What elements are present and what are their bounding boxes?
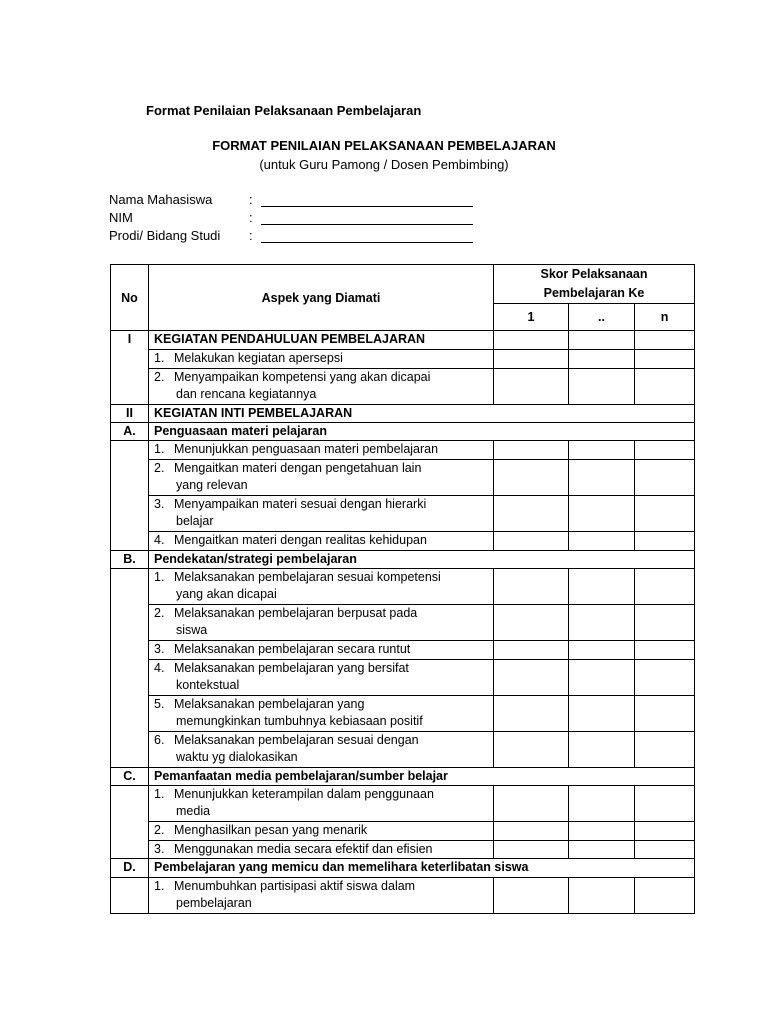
subsection-no: C. — [111, 768, 149, 786]
score-cell[interactable] — [494, 786, 569, 822]
item-number: 2. — [154, 461, 165, 475]
item-text: Melaksanakan pembelajaran berpusat pada — [174, 606, 418, 620]
item-number: 1. — [154, 442, 165, 456]
table-row — [111, 350, 695, 369]
item-number: 2. — [154, 370, 165, 384]
score-cell[interactable] — [569, 331, 635, 350]
score-header-line1: Skor Pelaksanaan — [540, 267, 648, 281]
score-cell[interactable] — [635, 569, 695, 605]
item-text: Menunjukkan penguasaan materi pembelajaran — [174, 442, 439, 456]
score-cell[interactable] — [494, 569, 569, 605]
item-number: 4. — [154, 533, 165, 547]
score-cell[interactable] — [635, 641, 695, 660]
score-cell[interactable] — [569, 641, 635, 660]
score-col-n: n — [635, 304, 695, 331]
score-cell[interactable] — [569, 569, 635, 605]
form-title: FORMAT PENILAIAN PELAKSANAAN PEMBELAJARAN — [212, 138, 556, 153]
table-row — [111, 641, 695, 660]
score-cell[interactable] — [635, 605, 695, 641]
field-colon: : — [249, 228, 253, 243]
table-row — [111, 878, 695, 914]
score-cell[interactable] — [494, 841, 569, 859]
score-cell[interactable] — [569, 441, 635, 460]
score-cell[interactable] — [569, 732, 635, 768]
score-cell[interactable] — [494, 350, 569, 369]
item-text: Menghasilkan pesan yang menarik — [174, 823, 368, 837]
item-text: Menumbuhkan partisipasi aktif siswa dalam — [174, 879, 416, 893]
score-cell[interactable] — [494, 532, 569, 551]
item-text-cont: dan rencana kegiatannya — [176, 387, 317, 401]
score-cell[interactable] — [494, 369, 569, 405]
col-header-aspect: Aspek yang Diamati — [149, 265, 494, 331]
item-text: Menunjukkan keterampilan dalam penggunaan — [174, 787, 434, 801]
subsection-title: Pemanfaatan media pembelajaran/sumber belajar — [149, 768, 695, 786]
aspect-item — [149, 786, 494, 822]
score-cell[interactable] — [494, 441, 569, 460]
aspect-item — [149, 569, 494, 605]
score-cell[interactable] — [569, 660, 635, 696]
item-number: 5. — [154, 697, 165, 711]
subsection-row-B — [111, 551, 695, 569]
evaluation-table — [110, 264, 695, 914]
aspect-item — [149, 696, 494, 732]
item-number: 4. — [154, 661, 165, 675]
item-text-cont: pembelajaran — [176, 896, 252, 910]
table-row — [111, 841, 695, 859]
score-cell[interactable] — [635, 732, 695, 768]
score-cell[interactable] — [569, 369, 635, 405]
subsection-no: D. — [111, 859, 149, 878]
subsection-no: B. — [111, 551, 149, 569]
subsection-title: Pembelajaran yang memicu dan memelihara keterlibatan siswa — [149, 859, 695, 878]
col-header-score — [494, 265, 695, 304]
score-cell[interactable] — [635, 350, 695, 369]
score-cell[interactable] — [635, 878, 695, 914]
aspect-item — [149, 605, 494, 641]
score-cell[interactable] — [569, 878, 635, 914]
section-no: II — [111, 405, 149, 423]
no-cell — [111, 878, 149, 914]
score-cell[interactable] — [569, 786, 635, 822]
item-text: Melaksanakan pembelajaran yang — [174, 697, 365, 711]
no-cell — [111, 786, 149, 859]
item-text-cont: siswa — [176, 623, 208, 637]
item-number: 3. — [154, 642, 165, 656]
item-number: 3. — [154, 497, 165, 511]
aspect-item — [149, 822, 494, 841]
aspect-item — [149, 460, 494, 496]
item-text-cont: yang akan dicapai — [176, 587, 277, 601]
subsection-title: Penguasaan materi pelajaran — [149, 423, 695, 441]
table-row — [111, 441, 695, 460]
score-cell[interactable] — [569, 822, 635, 841]
aspect-item — [149, 369, 494, 405]
score-cell[interactable] — [494, 696, 569, 732]
score-cell[interactable] — [635, 441, 695, 460]
item-text-cont: belajar — [176, 514, 214, 528]
table-row — [111, 369, 695, 405]
item-text: Melaksanakan pembelajaran yang bersifat — [174, 661, 409, 675]
score-cell[interactable] — [494, 660, 569, 696]
table-row — [111, 660, 695, 696]
no-cell — [111, 441, 149, 551]
score-cell[interactable] — [569, 350, 635, 369]
table-row — [111, 569, 695, 605]
score-cell[interactable] — [494, 331, 569, 350]
item-number: 1. — [154, 351, 165, 365]
field-label: Nama Mahasiswa — [109, 192, 213, 207]
score-cell[interactable] — [569, 460, 635, 496]
blank-line-prodi[interactable] — [261, 242, 473, 243]
aspect-item — [149, 732, 494, 768]
item-text: Mengaitkan materi dengan pengetahuan lain — [174, 461, 422, 475]
aspect-item — [149, 660, 494, 696]
aspect-item — [149, 841, 494, 859]
score-cell[interactable] — [494, 460, 569, 496]
score-cell[interactable] — [494, 732, 569, 768]
subsection-row-D — [111, 859, 695, 878]
table-row — [111, 696, 695, 732]
no-cell — [111, 569, 149, 768]
section-title: KEGIATAN PENDAHULUAN PEMBELAJARAN — [149, 331, 494, 350]
item-text-cont: waktu yg dialokasikan — [176, 750, 298, 764]
score-cell[interactable] — [494, 822, 569, 841]
aspect-item — [149, 441, 494, 460]
score-cell[interactable] — [494, 878, 569, 914]
table-row — [111, 460, 695, 496]
subsection-no: A. — [111, 423, 149, 441]
score-cell[interactable] — [569, 496, 635, 532]
item-text: Melaksanakan pembelajaran sesuai kompetensi — [174, 570, 441, 584]
item-text-cont: media — [176, 804, 211, 818]
item-text: Melaksanakan pembelajaran sesuai dengan — [174, 733, 419, 747]
item-text: Melakukan kegiatan apersepsi — [174, 351, 343, 365]
item-text-cont: memungkinkan tumbuhnya kebiasaan positif — [176, 714, 423, 728]
score-cell[interactable] — [635, 532, 695, 551]
item-number: 1. — [154, 879, 165, 893]
table-row — [111, 732, 695, 768]
table-row — [111, 786, 695, 822]
aspect-item — [149, 532, 494, 551]
item-text: Melaksanakan pembelajaran secara runtut — [174, 642, 411, 656]
blank-line-nama[interactable] — [261, 206, 473, 207]
item-number: 6. — [154, 733, 165, 747]
blank-line-nim[interactable] — [261, 224, 473, 225]
score-cell[interactable] — [635, 841, 695, 859]
score-cell[interactable] — [635, 822, 695, 841]
score-cell[interactable] — [635, 496, 695, 532]
score-col-1: 1 — [494, 304, 569, 331]
item-number: 2. — [154, 606, 165, 620]
score-cell[interactable] — [569, 841, 635, 859]
header-title: Format Penilaian Pelaksanaan Pembelajaran — [146, 103, 422, 118]
item-text-cont: kontekstual — [176, 678, 240, 692]
table-row — [111, 496, 695, 532]
section-row-II — [111, 405, 695, 423]
table-row — [111, 532, 695, 551]
item-text-cont: yang relevan — [176, 478, 248, 492]
aspect-item — [149, 878, 494, 914]
score-cell[interactable] — [569, 532, 635, 551]
score-cell[interactable] — [635, 460, 695, 496]
table-row — [111, 605, 695, 641]
score-cell[interactable] — [635, 660, 695, 696]
score-cell[interactable] — [494, 496, 569, 532]
aspect-item — [149, 496, 494, 532]
item-text: Menggunakan media secara efektif dan efisien — [174, 842, 433, 856]
item-number: 2. — [154, 823, 165, 837]
section-title: KEGIATAN INTI PEMBELAJARAN — [149, 405, 695, 423]
field-label: NIM — [109, 210, 133, 225]
item-text: Mengaitkan materi dengan realitas kehidupan — [174, 533, 427, 547]
score-cell[interactable] — [635, 369, 695, 405]
col-header-no: No — [111, 265, 149, 331]
score-cell[interactable] — [569, 696, 635, 732]
table-row — [111, 822, 695, 841]
section-no: I — [111, 331, 149, 405]
score-cell[interactable] — [635, 331, 695, 350]
score-cell[interactable] — [569, 605, 635, 641]
item-text: Menyampaikan materi sesuai dengan hierarki — [174, 497, 427, 511]
aspect-item — [149, 350, 494, 369]
aspect-item — [149, 641, 494, 660]
item-number: 3. — [154, 842, 165, 856]
field-label: Prodi/ Bidang Studi — [109, 228, 221, 243]
score-cell[interactable] — [494, 641, 569, 660]
score-header-line2: Pembelajaran Ke — [543, 286, 645, 300]
section-row-I — [111, 331, 695, 350]
field-colon: : — [249, 192, 253, 207]
subsection-row-A — [111, 423, 695, 441]
field-colon: : — [249, 210, 253, 225]
score-col-dots: .. — [569, 304, 635, 331]
subsection-title: Pendekatan/strategi pembelajaran — [149, 551, 695, 569]
item-number: 1. — [154, 570, 165, 584]
score-cell[interactable] — [494, 605, 569, 641]
item-text: Menyampaikan kompetensi yang akan dicapai — [174, 370, 431, 384]
score-cell[interactable] — [635, 696, 695, 732]
subsection-row-C — [111, 768, 695, 786]
item-number: 1. — [154, 787, 165, 801]
form-subtitle: (untuk Guru Pamong / Dosen Pembimbing) — [259, 157, 509, 172]
score-cell[interactable] — [635, 786, 695, 822]
